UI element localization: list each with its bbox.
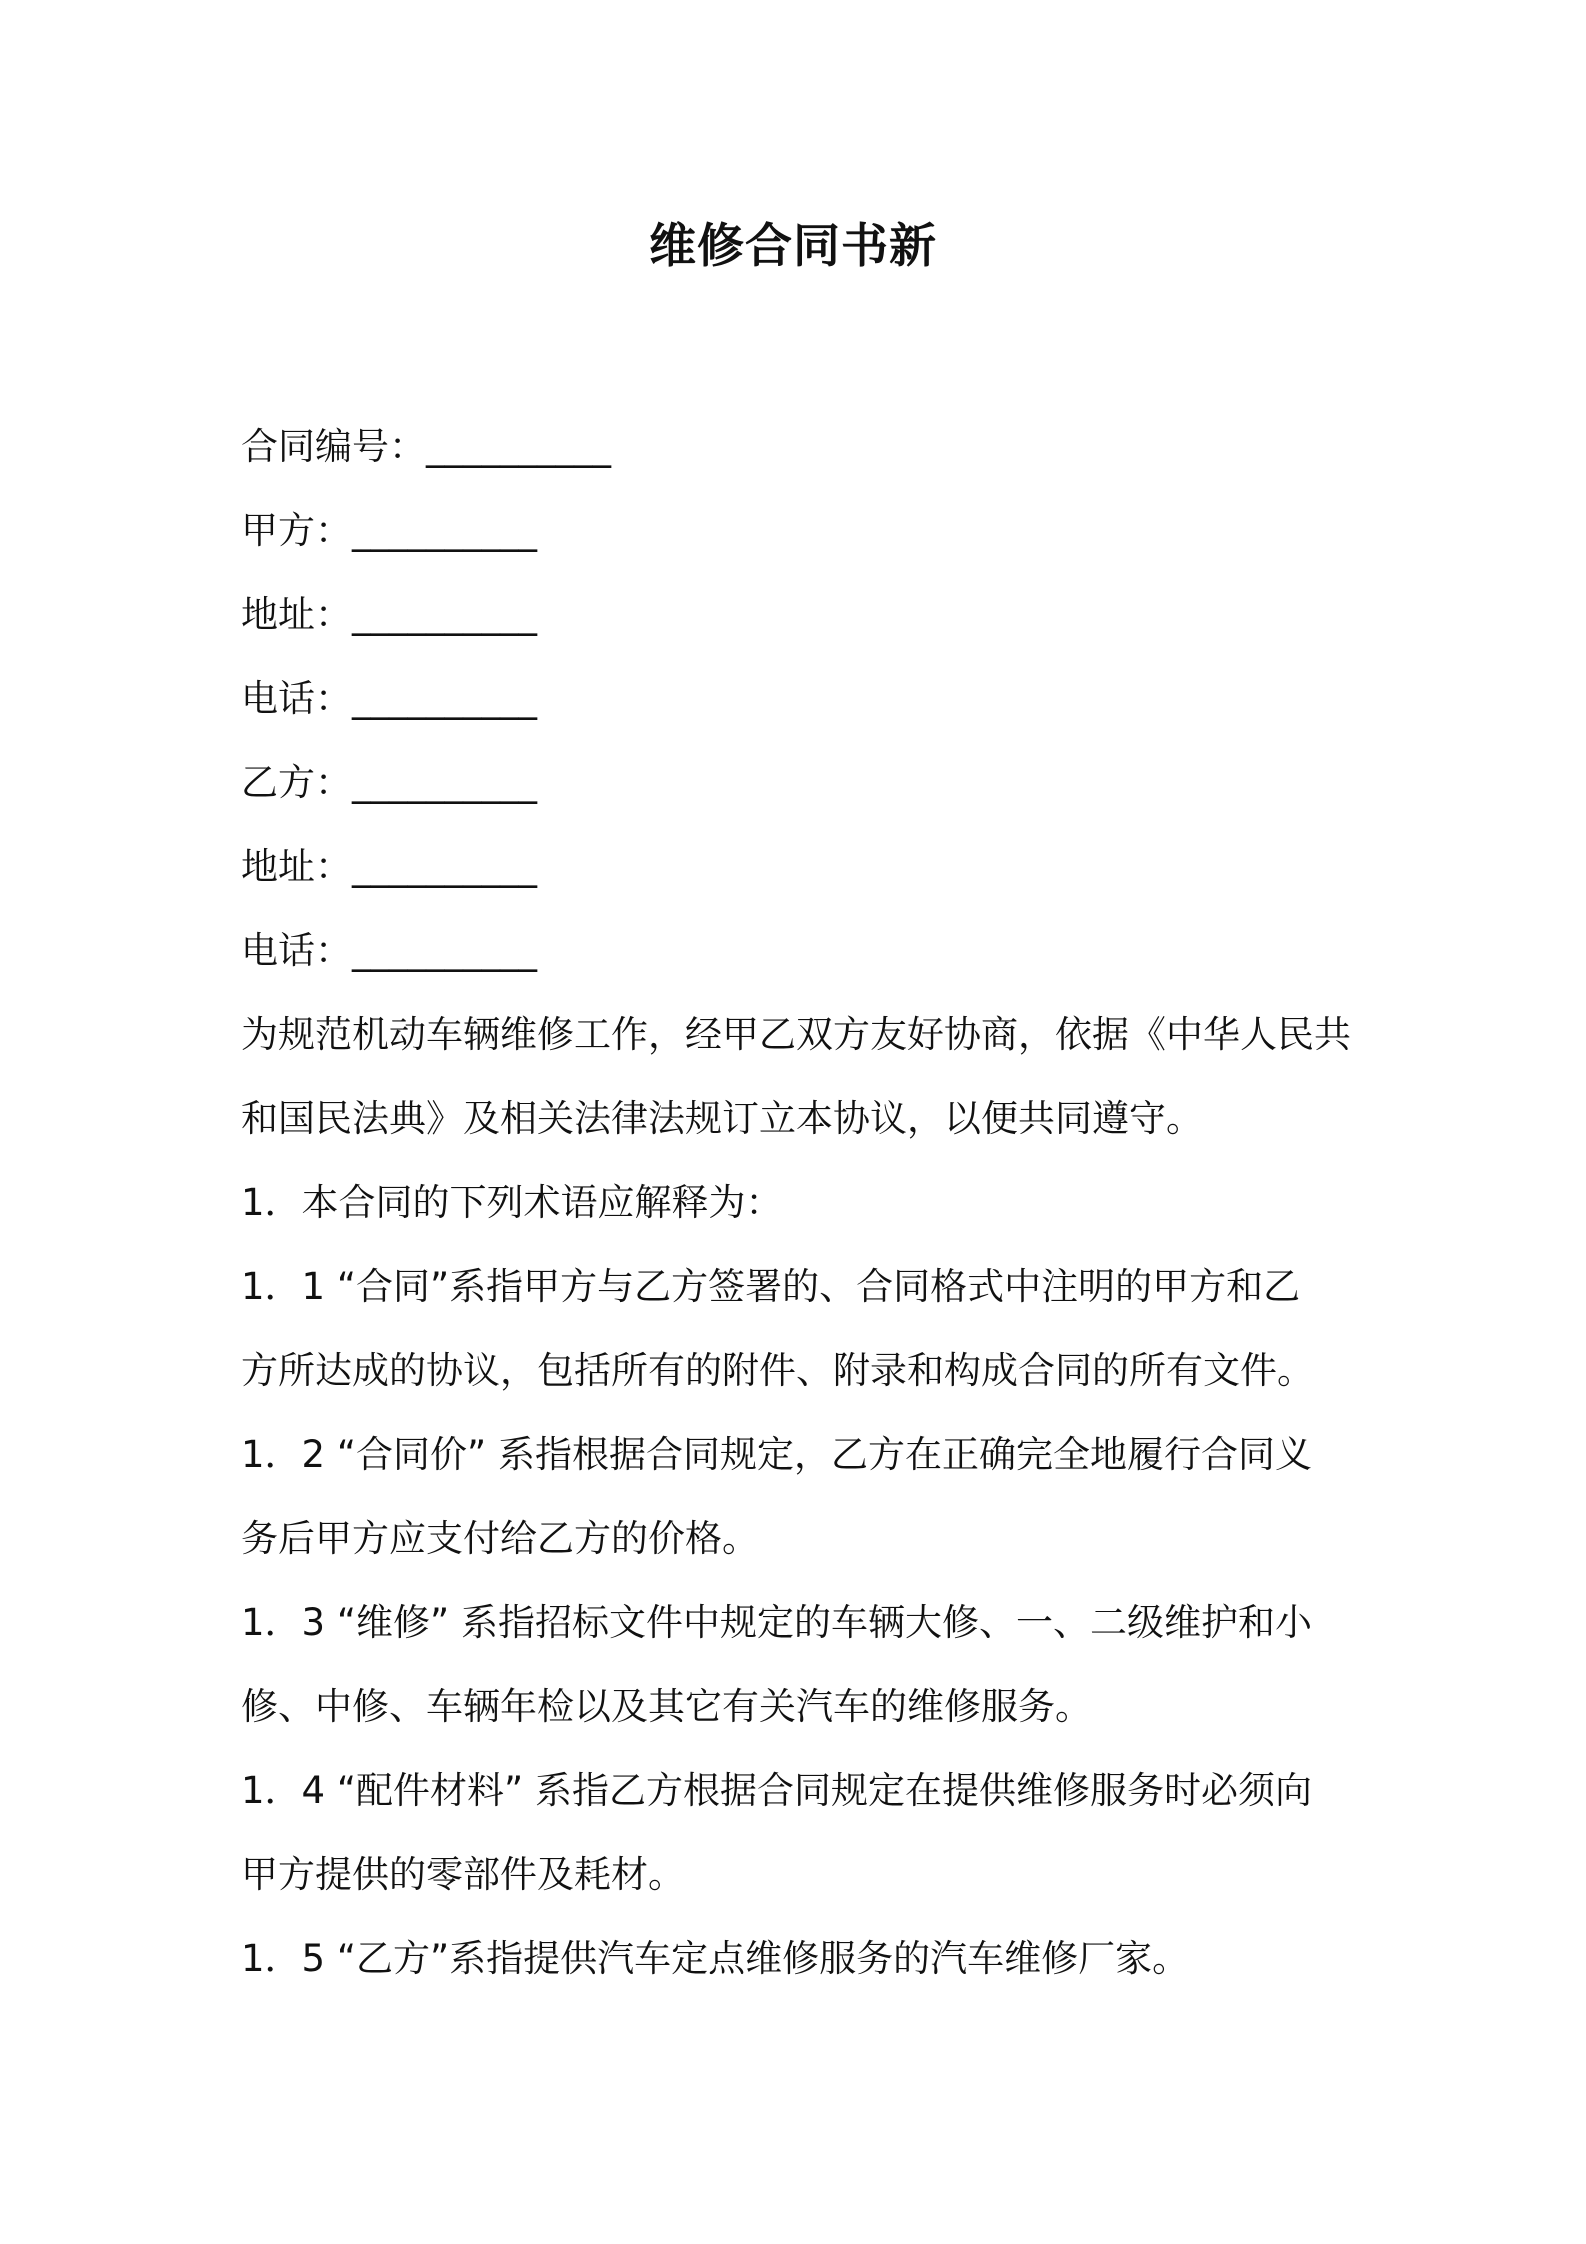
field-label: 乙方： <box>241 761 352 804</box>
field-label: 地址： <box>241 845 352 888</box>
field-contract-number <box>241 405 1361 489</box>
field-label: 电话： <box>241 929 352 972</box>
field-party-b-address <box>241 825 1361 909</box>
document-body <box>241 405 1361 2001</box>
field-blank: __________ <box>426 425 611 468</box>
field-label: 地址： <box>241 593 352 636</box>
field-party-a <box>241 489 1361 573</box>
field-blank: __________ <box>352 509 537 552</box>
field-blank: __________ <box>352 593 537 636</box>
body-line: 1．本合同的下列术语应解释为： <box>241 1181 783 1224</box>
body-line: 修、中修、车辆年检以及其它有关汽车的维修服务。 <box>241 1685 1092 1728</box>
field-party-a-phone <box>241 657 1361 741</box>
field-blank: __________ <box>352 677 537 720</box>
field-blank: __________ <box>352 929 537 972</box>
body-line: 为规范机动车辆维修工作，经甲乙双方友好协商，依据《中华人民共 <box>241 1013 1351 1056</box>
field-label: 甲方： <box>241 509 352 552</box>
field-blank: __________ <box>352 845 537 888</box>
body-line: 1．5 “乙方”系指提供汽车定点维修服务的汽车维修厂家。 <box>241 1937 1190 1980</box>
field-label: 合同编号： <box>241 425 426 468</box>
field-label: 电话： <box>241 677 352 720</box>
field-party-a-address <box>241 573 1361 657</box>
field-party-b-phone <box>241 909 1361 993</box>
body-line: 甲方提供的零部件及耗材。 <box>241 1853 685 1896</box>
field-blank: __________ <box>352 761 537 804</box>
body-line: 和国民法典》及相关法律法规订立本协议，以便共同遵守。 <box>241 1097 1203 1140</box>
document-title: 维修合同书新 <box>649 219 937 274</box>
body-line: 务后甲方应支付给乙方的价格。 <box>241 1517 759 1560</box>
body-line: 1．2 “合同价” 系指根据合同规定，乙方在正确完全地履行合同义 <box>241 1433 1312 1476</box>
body-line: 1．3 “维修” 系指招标文件中规定的车辆大修、一、二级维护和小 <box>241 1601 1312 1644</box>
body-line: 1．1 “合同”系指甲方与乙方签署的、合同格式中注明的甲方和乙 <box>241 1265 1301 1308</box>
body-line: 方所达成的协议，包括所有的附件、附录和构成合同的所有文件。 <box>241 1349 1314 1392</box>
body-line: 1．4 “配件材料” 系指乙方根据合同规定在提供维修服务时必须向 <box>241 1769 1312 1812</box>
field-party-b <box>241 741 1361 825</box>
